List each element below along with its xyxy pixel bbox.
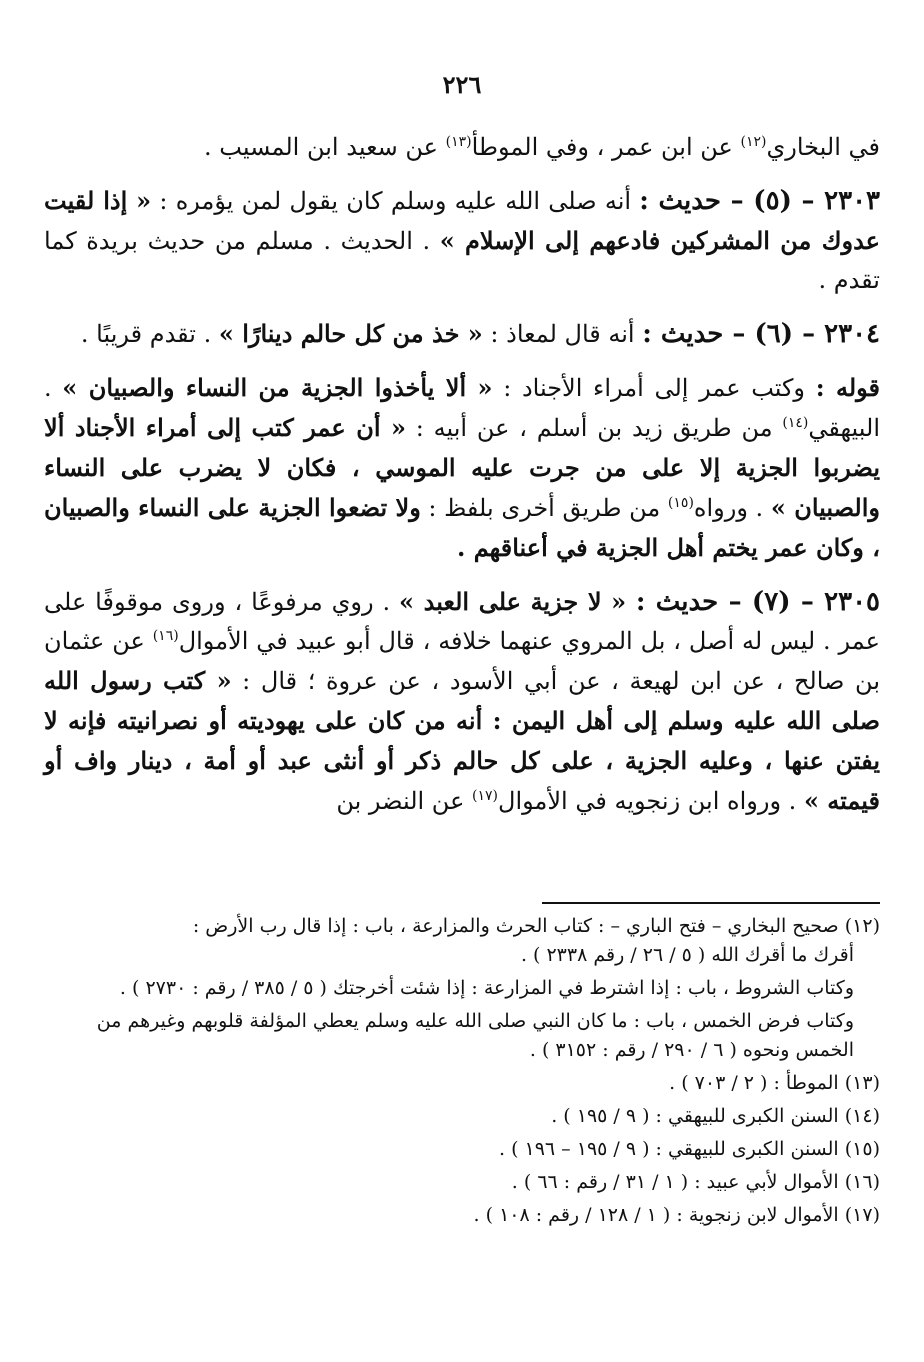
quote: ولا تضعوا الجزية على النساء والصبيان ، وكان عمر يختم أهل الجزية في أعناقهم . xyxy=(44,493,880,562)
footnote-13: (١٣) الموطأ : ( ٢ / ٧٠٣ ) . xyxy=(669,1072,880,1094)
footnote-divider xyxy=(542,902,880,904)
footnote-ref-17: (١٧) xyxy=(472,788,498,804)
text-run: وكتب عمر إلى أمراء الأجناد : xyxy=(492,374,816,402)
text-run: أنه صلى الله عليه وسلم كان يقول لمن يؤمره : xyxy=(151,187,640,215)
footnote-16: (١٦) الأموال لأبي عبيد : ( ١ / ٣١ / رقم : ٦٦ ) . xyxy=(511,1171,880,1193)
footnote-12-cont: وكتاب فرض الخمس ، باب : ما كان النبي صلى الله عليه وسلم يعطي المؤلفة قلوبهم وغيرهم من الخمس ونحوه ( ٦ / ٢٩٠ / رقم : ٣١٥٢ ) . xyxy=(96,1010,854,1061)
footnote-ref-15: (١٥) xyxy=(667,495,694,511)
text-run: . ورواه xyxy=(693,494,771,522)
hadith-2304 xyxy=(44,314,880,354)
text-run: عن ابن عمر ، وفي الموطأ xyxy=(471,133,741,161)
text-run: أنه قال لمعاذ : xyxy=(482,320,643,348)
footnote-ref-12: (١٢) xyxy=(740,134,767,150)
page-number: ٢٢٦ xyxy=(442,70,482,99)
hadith-quote: « لا جزية على العبد » xyxy=(399,587,636,616)
lead-word: قوله : xyxy=(815,373,881,402)
hadith-number: ٢٣٠٤ – (٦) – حديث : xyxy=(642,319,880,349)
footnote-ref-13: (١٣) xyxy=(445,134,472,150)
hadith-2305 xyxy=(44,582,880,821)
text-run: في البخاري xyxy=(766,133,880,161)
hadith-quote: « خذ من كل حالم دينارًا » xyxy=(218,319,483,348)
text-run: . البيهقي xyxy=(44,374,880,442)
text-run: . ورواه ابن زنجويه في الأموال xyxy=(498,787,804,815)
footnote-12 xyxy=(44,912,880,970)
footnote-ref-16: (١٦) xyxy=(152,628,179,644)
footnote-15: (١٥) السنن الكبرى للبيهقي : ( ٩ / ١٩٥ – ١٩٦ ) . xyxy=(498,1138,880,1160)
quote: « كتب رسول الله صلى الله عليه وسلم إلى أهل اليمن : أنه من كان على يهوديته أو نصرانيته فإنه لا يفتن عنها ، وعليه الجزية ، على كل حالم ذكر أو أنثى عبد أو أمة ، دينار واف أو قيمته » xyxy=(44,666,880,815)
footnote-12-cont: وكتاب الشروط ، باب : إذا اشترط في المزارعة : إذا شئت أخرجتك ( ٥ / ٣٨٥ / رقم : ٢٧٣٠ ) . xyxy=(119,977,854,999)
text-run: عن عثمان بن صالح ، عن ابن لهيعة ، عن أبي الأسود ، عن عروة ؛ قال : xyxy=(44,627,880,695)
footnote-text: (١٢) صحيح البخاري – فتح الباري – : كتاب الحرث والمزارعة ، باب : إذا قال رب الأرض : xyxy=(192,915,880,937)
hadith-2303 xyxy=(44,181,880,300)
footnote-ref-14: (١٤) xyxy=(782,415,809,431)
paragraph-continuation xyxy=(44,128,880,167)
text-run: من طريق أخرى بلفظ : xyxy=(420,494,668,522)
footnote-text: أقرك ما أقرك الله ( ٥ / ٢٦ / رقم ٢٣٣٨ ) . xyxy=(520,944,854,966)
text-run: . تقدم قريبًا . xyxy=(80,320,219,348)
footnote-14: (١٤) السنن الكبرى للبيهقي : ( ٩ / ١٩٥ ) . xyxy=(551,1105,880,1127)
footnote-17: (١٧) الأموال لابن زنجوية : ( ١ / ١٢٨ / رقم : ١٠٨ ) . xyxy=(473,1204,880,1226)
text-run: عن النضر بن xyxy=(336,787,473,815)
hadith-quote: « إذا لقيت عدوك من المشركين فادعهم إلى الإسلام » xyxy=(44,186,880,255)
commentary-paragraph xyxy=(44,368,880,568)
text-run: عن سعيد ابن المسيب . xyxy=(204,133,446,161)
text-run: . الحديث . مسلم من حديث بريدة كما تقدم . xyxy=(44,227,880,294)
text-run: . روي مرفوعًا ، وروى موقوفًا على عمر . ليس له أصل ، بل المروي عنهما خلافه ، قال أبو عبيد في الأموال xyxy=(44,588,880,655)
hadith-number: ٢٣٠٣ – (٥) – حديث : xyxy=(639,186,881,216)
text-run: من طريق زيد بن أسلم ، عن أبيه : xyxy=(406,414,783,442)
main-text xyxy=(44,128,880,835)
quote: « ألا يأخذوا الجزية من النساء والصبيان » xyxy=(62,373,493,402)
hadith-number: ٢٣٠٥ – (٧) – حديث : xyxy=(635,587,881,617)
footnotes xyxy=(44,912,880,1234)
quote: « أن عمر كتب إلى أمراء الأجناد ألا يضربوا الجزية إلا على من جرت عليه الموسي ، فكان لا يضرب على النساء والصبيان » xyxy=(44,413,881,522)
